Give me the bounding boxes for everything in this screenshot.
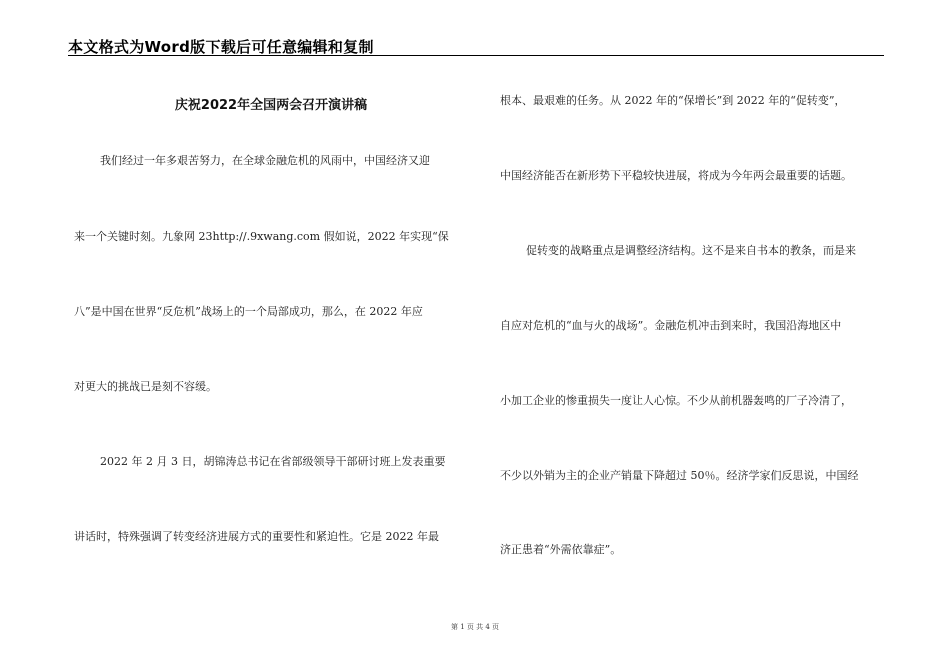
paragraph-line: 对更大的挑战已是刻不容缓。 <box>74 380 217 393</box>
paragraph-line: 不少以外销为主的企业产销量下降超过 50％。经济学家们反思说，中国经 <box>500 469 859 482</box>
right-text-column <box>500 0 890 600</box>
page-number-indicator: 第 1 页 共 4 页 <box>450 623 500 631</box>
document-header-banner: 本文格式为Word版下载后可任意编辑和复制 <box>68 38 374 56</box>
paragraph-line: 讲话时，特殊强调了转变经济进展方式的重要性和紧迫性。它是 2022 年最 <box>74 530 439 543</box>
paragraph-line: 中国经济能否在新形势下平稳较快进展，将成为今年两会最重要的话题。 <box>500 169 852 182</box>
paragraph-line: 八”是中国在世界“反危机”战场上的一个局部成功，那么，在 2022 年应 <box>74 305 423 318</box>
paragraph-line: 济正患着“外需依靠症”。 <box>500 543 622 556</box>
paragraph-line: 促转变的战略重点是调整经济结构。这不是来自书本的教条，而是来 <box>526 244 856 257</box>
document-title: 庆祝2022年全国两会召开演讲稿 <box>174 98 368 113</box>
paragraph-line: 2022 年 2 月 3 日，胡锦涛总书记在省部级领导干部研讨班上发表重要 <box>100 455 446 468</box>
left-text-column <box>74 0 474 600</box>
paragraph-line: 来一个关键时刻。九象网 23http://.9xwang.com 假如说，2022 年实现“保 <box>74 230 449 243</box>
paragraph-line: 自应对危机的“血与火的战场”。金融危机冲击到来时，我国沿海地区中 <box>500 319 842 332</box>
paragraph-line: 根本、最艰难的任务。从 2022 年的“保增长”到 2022 年的“促转变”， <box>500 94 846 107</box>
paragraph-line: 我们经过一年多艰苦努力，在全球金融危机的风雨中，中国经济又迎 <box>100 154 430 167</box>
paragraph-line: 小加工企业的惨重损失一度让人心惊。不少从前机器轰鸣的厂子冷清了， <box>500 394 852 407</box>
